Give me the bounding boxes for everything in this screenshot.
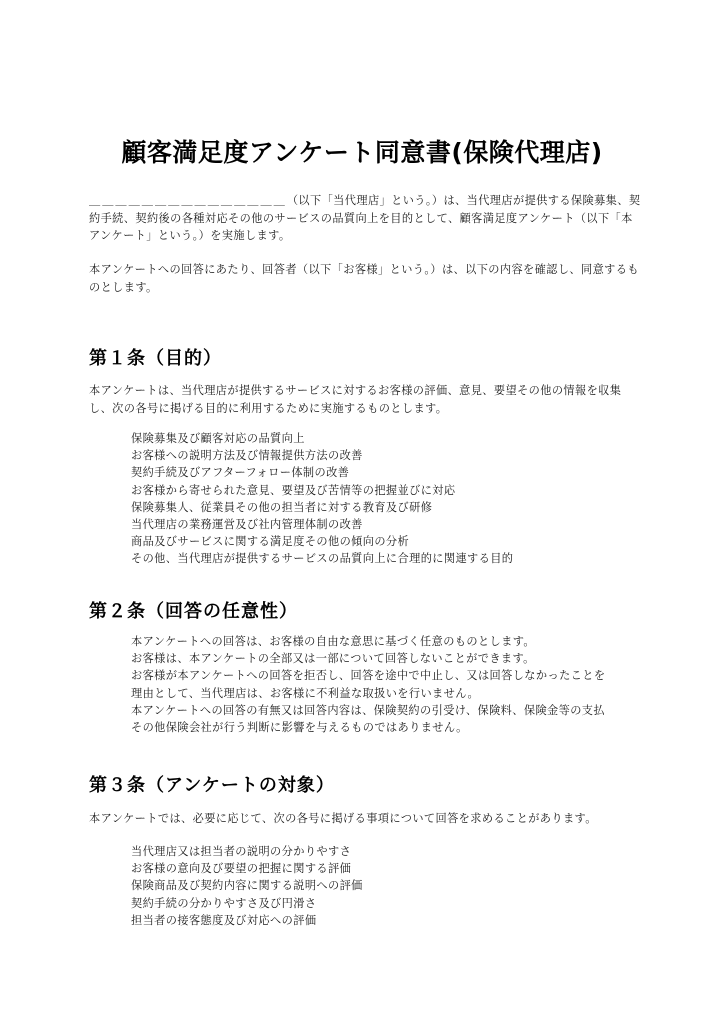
article-2-list bbox=[131, 633, 641, 736]
list-item: お客様から寄せられた意見、要望及び苦情等の把握並びに対応 bbox=[131, 483, 456, 497]
list-item: 当代理店の業務運営及び社内管理体制の改善 bbox=[131, 518, 363, 532]
article-1-heading: 第１条（目的） bbox=[89, 348, 222, 369]
list-item: 当代理店又は担当者の説明の分かりやすさ bbox=[131, 845, 352, 858]
article-3-list bbox=[131, 843, 641, 929]
intro-paragraph-2: 本アンケートへの回答にあたり、回答者（以下「お客様」という。）は、以下の内容を確認し、同意するものとします。 bbox=[89, 263, 639, 294]
list-item: その他、当代理店が提供するサービスの品質向上に合理的に関連する目的 bbox=[131, 552, 514, 566]
list-item: 保険募集人、従業員その他の担当者に対する教育及び研修 bbox=[131, 500, 433, 514]
intro-paragraph-1-text: （以下「当代理店」という。）は、当代理店が提供する保険募集、契約手続、契約後の各種対応その他のサービスの品質向上を目的として、顧客満足度アンケート（以下「本アンケート」という。）を実施します。 bbox=[89, 194, 641, 243]
list-item: お客様の意向及び要望の把握に関する評価 bbox=[131, 862, 352, 876]
article-3-body: 本アンケートでは、必要に応じて、次の各号に掲げる事項について回答を求めることがあります。 bbox=[89, 812, 597, 825]
list-item: 理由として、当代理店は、お客様に不利益な取扱いを行いません。 bbox=[131, 686, 480, 700]
list-item: 契約手続及びアフターフォロー体制の改善 bbox=[131, 466, 350, 480]
list-item: お客様は、本アンケートの全部又は一部について回答しないことができます。 bbox=[131, 652, 535, 666]
list-item: その他保険会社が行う判断に影響を与えるものではありません。 bbox=[131, 721, 468, 735]
article-3-heading: 第３条（アンケートの対象） bbox=[89, 775, 335, 796]
article-2-heading: 第２条（回答の任意性） bbox=[89, 601, 298, 622]
list-item: 契約手続の分かりやすさ及び円滑さ bbox=[131, 896, 317, 910]
list-item: 商品及びサービスに関する満足度その他の傾向の分析 bbox=[131, 535, 410, 549]
document-title: 顧客満足度アンケート同意書(保険代理店) bbox=[121, 137, 603, 167]
article-1-list bbox=[131, 430, 641, 568]
list-item: 保険商品及び契約内容に関する説明への評価 bbox=[131, 879, 363, 893]
list-item: 本アンケートへの回答の有無又は回答内容は、保険契約の引受け、保険料、保険金等の支払 bbox=[131, 703, 605, 717]
article-1-body: 本アンケートは、当代理店が提供するサービスに対するお客様の評価、意見、要望その他の情報を収集し、次の各号に掲げる目的に利用するために実施するものとします。 bbox=[89, 384, 622, 415]
intro-paragraph-1 bbox=[89, 192, 641, 245]
list-item: 保険募集及び顧客対応の品質向上 bbox=[131, 432, 305, 445]
list-item: 担当者の接客態度及び対応への評価 bbox=[131, 913, 317, 927]
agency-name-blank: ＿＿＿＿＿＿＿＿＿＿＿＿＿＿＿ bbox=[89, 194, 287, 207]
list-item: 本アンケートへの回答は、お客様の自由な意思に基づく任意のものとします。 bbox=[131, 635, 535, 648]
list-item: お客様が本アンケートへの回答を拒否し、回答を途中で中止し、又は回答しなかったことを bbox=[131, 669, 606, 683]
list-item: お客様への説明方法及び情報提供方法の改善 bbox=[131, 449, 363, 463]
